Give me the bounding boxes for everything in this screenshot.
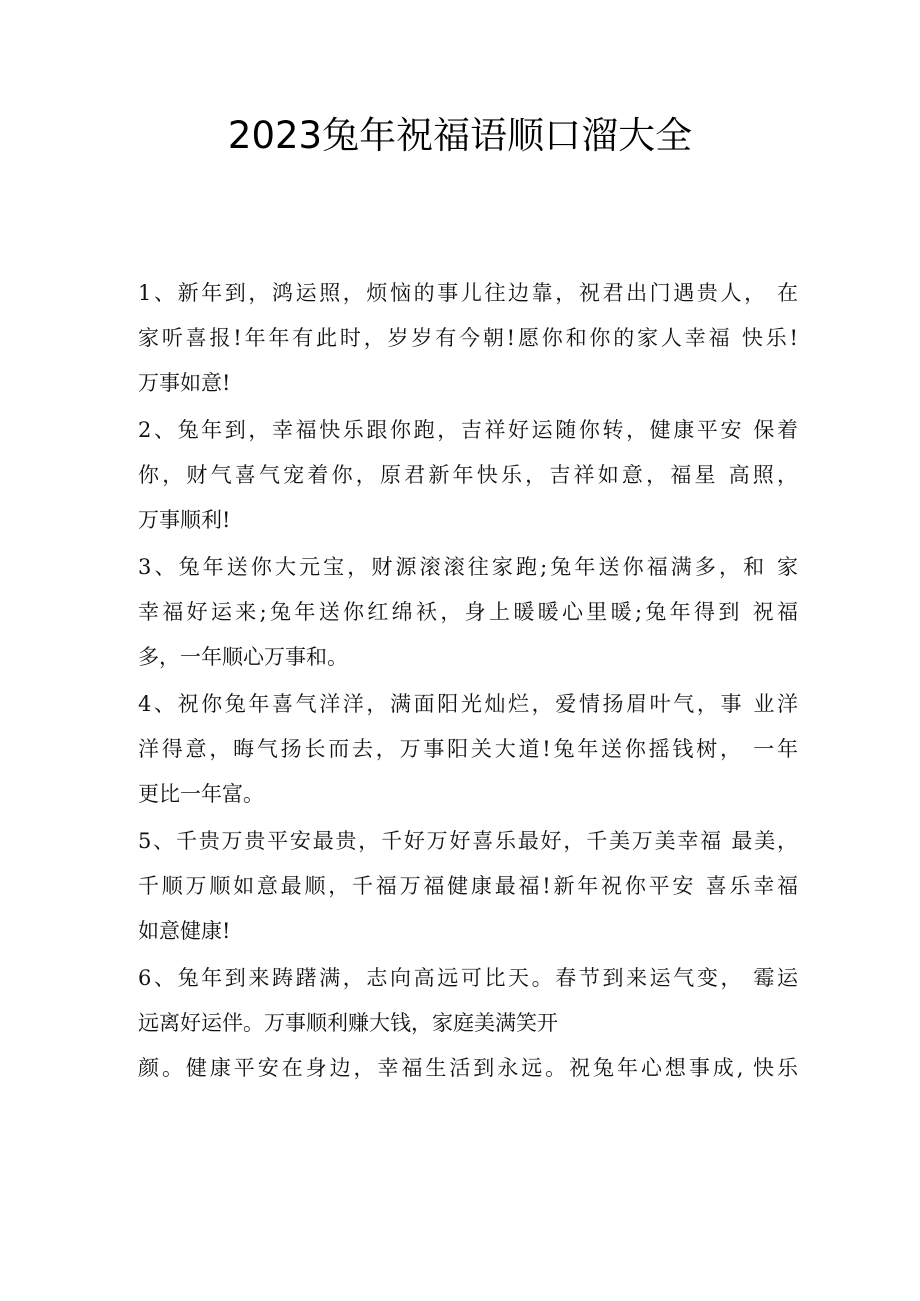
paragraph-line: 3、兔年送你大元宝，财源滚滚往家跑;兔年送你福满多，和 家 — [138, 555, 798, 579]
paragraph-4 — [138, 682, 798, 817]
paragraph-line: 万事顺利! — [138, 508, 231, 532]
paragraph-line: 万事如意! — [138, 371, 231, 395]
paragraph-line: 5、千贵万贵平安最贵，千好万好喜乐最好，千美万美幸福 最美， — [138, 829, 798, 853]
paragraph-line: 你，财气喜气宠着你，原君新年快乐，吉祥如意，福星 高照， — [138, 463, 798, 487]
document-title: 2023兔年祝福语顺口溜大全 — [227, 114, 693, 157]
paragraph-3 — [138, 545, 798, 680]
paragraph-6 — [138, 956, 798, 1091]
paragraph-5 — [138, 819, 798, 954]
paragraph-line: 家听喜报!年年有此时，岁岁有今朝!愿你和你的家人幸福 快乐! — [138, 326, 798, 350]
paragraph-1 — [138, 271, 798, 406]
paragraph-line: 千顺万顺如意最顺，千福万福健康最福!新年祝你平安 喜乐幸福 — [138, 874, 798, 898]
paragraph-line: 多，一年顺心万事和。 — [138, 645, 348, 669]
paragraph-line: 6、兔年到来踌躇满，志向高远可比天。春节到来运气变， 霉运 — [138, 966, 798, 990]
paragraph-line: 如意健康! — [138, 919, 231, 943]
paragraph-line: 4、祝你兔年喜气洋洋，满面阳光灿烂，爱情扬眉叶气，事 业洋 — [138, 692, 798, 716]
paragraph-line: 远离好运伴。万事顺利赚大钱，家庭美满笑开 — [138, 1011, 558, 1035]
paragraph-line: 更比一年富。 — [138, 782, 264, 806]
document-body — [138, 271, 798, 1091]
paragraph-line: 1、新年到，鸿运照，烦恼的事儿往边靠，祝君出门遇贵人， 在 — [138, 281, 798, 305]
paragraph-line: 2、兔年到，幸福快乐跟你跑，吉祥好运随你转，健康平安 保着 — [138, 418, 798, 442]
paragraph-line: 颜。健康平安在身边，幸福生活到永远。祝兔年心想事成, 快乐 — [138, 1056, 798, 1080]
paragraph-2 — [138, 408, 798, 543]
paragraph-line: 洋得意，晦气扬长而去，万事阳关大道!兔年送你摇钱树， 一年 — [138, 737, 798, 761]
paragraph-line: 幸福好运来;兔年送你红绵袄，身上暖暖心里暖;兔年得到 祝福 — [138, 600, 798, 624]
